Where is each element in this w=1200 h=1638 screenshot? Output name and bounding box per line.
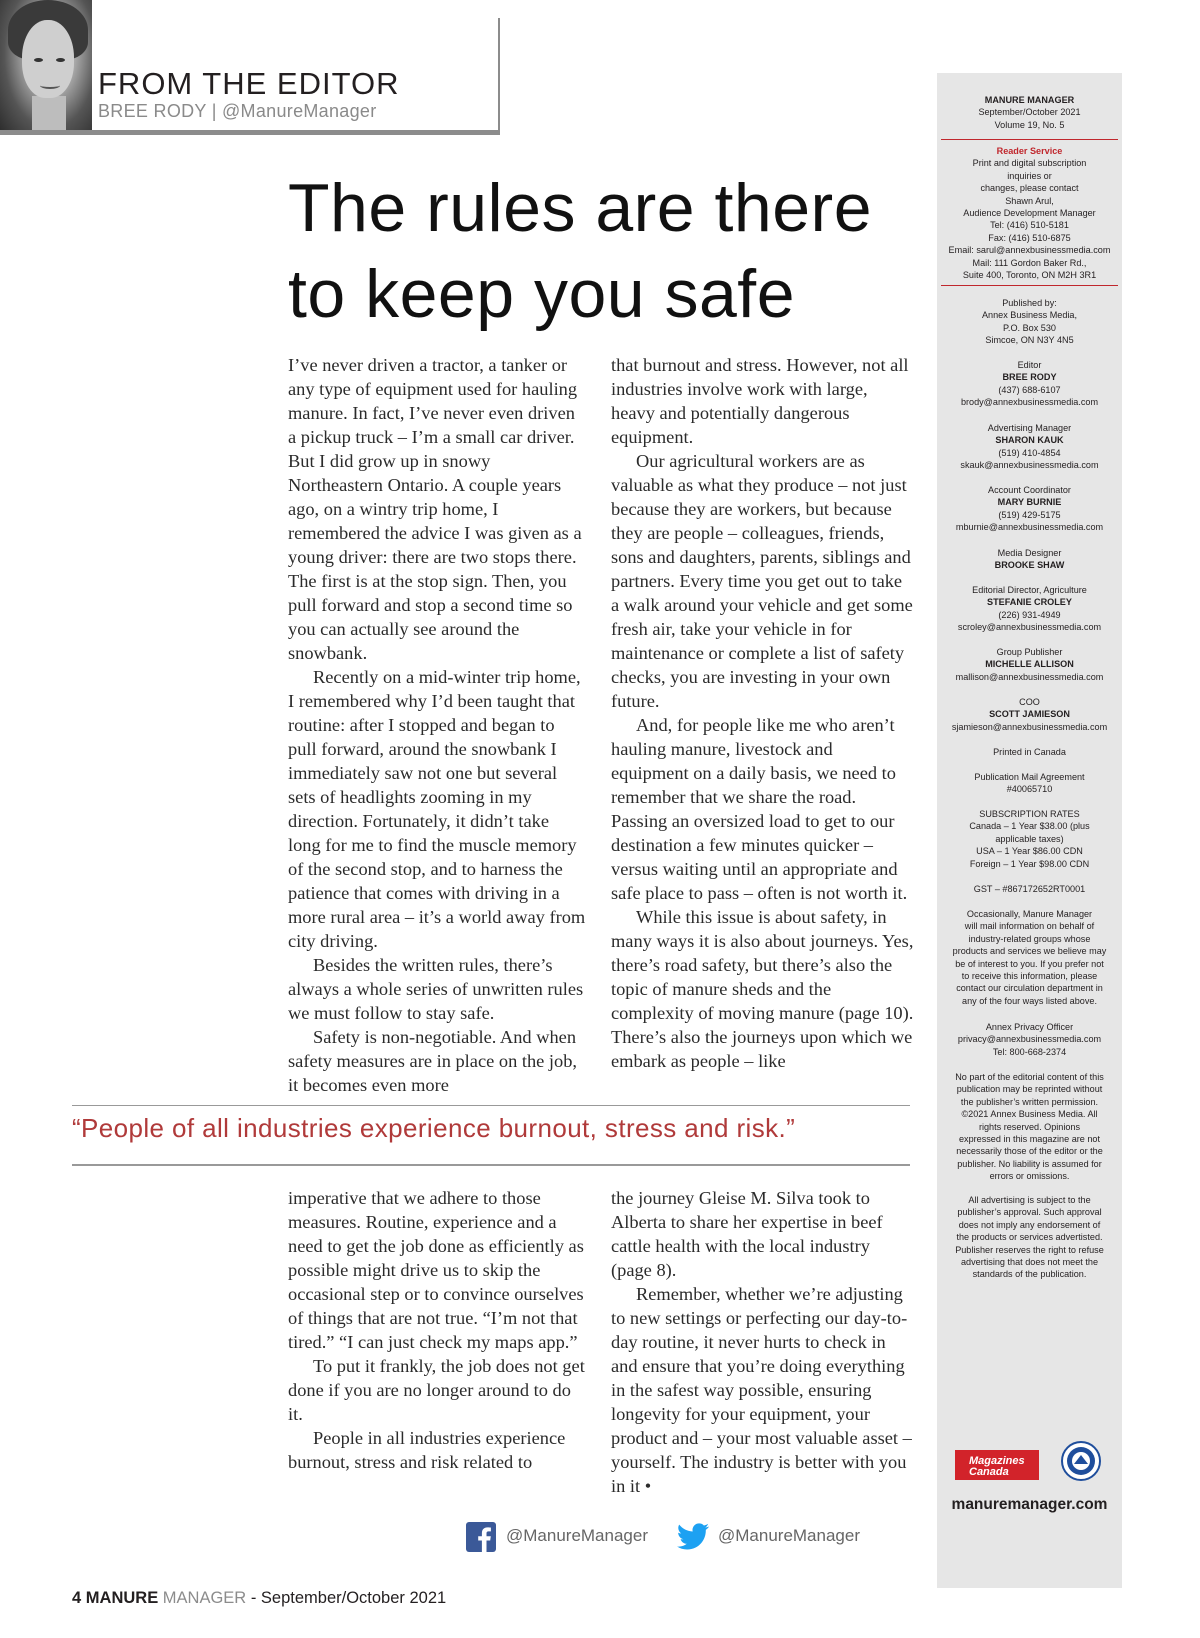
- paragraph: And, for people like me who aren’t hauling manure, livestock and equipment on a daily basis, we need to remember that we share the road. Passing an oversized load to get to our destination a few minutes quicker – versus waiting until an appropriate and safe place to pass – often is not worth it.: [611, 715, 908, 903]
- magazines-canada-logo: [955, 1450, 1039, 1480]
- paragraph: imperative that we adhere to those measures. Routine, experience and a need to get the job done as efficiently as possible might drive us to skip the occasional step or to convince ourselves of things that are not true. “I’m not that tired.” “I can just check my maps app.”: [288, 1188, 584, 1352]
- headline: [288, 165, 898, 337]
- pull-quote: “People of all industries experience burnout, stress and risk.”: [72, 1113, 796, 1143]
- contact-phone: (519) 410-4854: [998, 447, 1061, 458]
- privacy-notice: [937, 908, 1122, 1007]
- text-line: Published by:: [1002, 298, 1057, 308]
- paragraph: To put it frankly, the job does not get done if you are no longer around to do it.: [288, 1356, 585, 1424]
- pull-quote-rule-top: [72, 1105, 910, 1106]
- subscription-rates: [937, 808, 1122, 870]
- page-footer: [72, 1589, 446, 1608]
- facebook-handle[interactable]: @ManureManager: [506, 1526, 648, 1545]
- text-line: applicable taxes): [995, 833, 1064, 844]
- audit-seal-icon: [1061, 1441, 1101, 1481]
- contact-group-publisher: [937, 646, 1122, 683]
- text-line: industry-related groups whose: [968, 933, 1091, 944]
- red-rule: [941, 285, 1118, 286]
- privacy-officer: [937, 1021, 1122, 1058]
- paragraph: Besides the written rules, there’s always a whole series of unwritten rules we must follow to stay safe.: [288, 955, 584, 1023]
- twitter-handle[interactable]: @ManureManager: [718, 1526, 860, 1545]
- header-divider-vertical: [498, 18, 500, 134]
- facebook-icon[interactable]: [466, 1522, 496, 1552]
- text-line: Tel: (416) 510-5181: [990, 220, 1069, 231]
- masthead-issue-info: [937, 94, 1122, 131]
- paragraph: Our agricultural workers are as valuable as what they produce – not just because they are workers, but because they are people – colleagues, friends, sons and daughters, parents, siblings and partners. Every time you get out to take a walk around your vehicle and get some fresh air, take your vehicle in for maintenance or complete a list of safety checks, you are investing in your own future.: [611, 451, 913, 711]
- email-link[interactable]: Email: sarul@annexbusinessmedia.com: [948, 245, 1111, 256]
- paragraph: the journey Gleise M. Silva took to Alberta to share her expertise in beef cattle health with the local industry (page 8).: [611, 1188, 883, 1280]
- contact-name: MICHELLE ALLISON: [985, 659, 1074, 670]
- contact-coo: [937, 696, 1122, 733]
- publisher-info: [937, 297, 1122, 347]
- logo-text-2: Canada: [969, 1466, 1009, 1478]
- gst-number: GST – #867172652RT0001: [973, 884, 1086, 894]
- contact-role: Account Coordinator: [988, 485, 1071, 495]
- text-line: expressed in this magazine are not: [958, 1134, 1101, 1145]
- text-line: Annex Privacy Officer: [985, 1022, 1074, 1032]
- copyright-notice: [937, 1071, 1122, 1183]
- contact-phone: (226) 931-4949: [998, 609, 1061, 620]
- volume: Volume 19, No. 5: [994, 119, 1065, 130]
- header-divider-horizontal: [0, 130, 500, 135]
- text-line: USA – 1 Year $86.00 CDN: [976, 846, 1083, 857]
- text-line: be of interest to you. If you prefer not: [955, 958, 1104, 969]
- contact-email[interactable]: brody@annexbusinessmedia.com: [960, 397, 1099, 408]
- text-line: to receive this information, please: [961, 971, 1098, 982]
- contact-account-coordinator: [937, 484, 1122, 534]
- text-line: standards of the publication.: [972, 1269, 1087, 1280]
- contact-role: COO: [1019, 697, 1040, 707]
- text-line: P.O. Box 530: [1003, 322, 1056, 333]
- contact-name: SCOTT JAMIESON: [989, 709, 1070, 720]
- text-line: No part of the editorial content of this: [955, 1072, 1104, 1082]
- section-title: FROM THE EDITOR: [98, 66, 400, 101]
- contact-phone: (519) 429-5175: [998, 509, 1061, 520]
- text-line: contact our circulation department in: [956, 983, 1103, 994]
- article-column-4: [611, 1186, 914, 1498]
- byline: BREE RODY | @ManureManager: [98, 101, 377, 121]
- text-line: Tel: 800-668-2374: [992, 1046, 1067, 1057]
- contact-name: MARY BURNIE: [997, 497, 1062, 508]
- contact-email[interactable]: mburnie@annexbusinessmedia.com: [955, 522, 1104, 533]
- paragraph: While this issue is about safety, in many ways it is also about journeys. Yes, there’s road safety, but there’s also the topic of manure sheds and the complexity of moving manure (page 10). There’s also the journeys upon which we embark as people – like: [611, 907, 914, 1071]
- contact-role: Media Designer: [997, 548, 1062, 558]
- paragraph: I’ve never driven a tractor, a tanker or any type of equipment used for hauling manure. In fact, I’ve never even driven a pickup truck – I’m a small car driver. But I did grow up in snowy Northeastern Ontario. A couple years ago, on a wintry trip home, I remembered the advice I was given as a young driver: there are two stops there. The first is at the stop sign. Then, you pull forward and stop a second time so you can actually see around the snowbank.: [288, 355, 582, 663]
- text-line: Foreign – 1 Year $98.00 CDN: [969, 858, 1090, 869]
- text-line: any of the four ways listed above.: [962, 995, 1097, 1006]
- article-column-2: [611, 353, 914, 1073]
- text-line: SUBSCRIPTION RATES: [979, 809, 1080, 819]
- article-column-1: [288, 353, 586, 1097]
- paragraph: People in all industries experience burnout, stress and risk related to: [288, 1428, 566, 1472]
- text-line: ©2021 Annex Business Media. All: [961, 1109, 1098, 1120]
- mail-agreement: [937, 771, 1122, 796]
- text-line: errors or omissions.: [989, 1171, 1070, 1182]
- contact-name: STEFANIE CROLEY: [987, 597, 1072, 608]
- text-line: Shawn Arul,: [1005, 195, 1054, 206]
- text-line: products and services we believe may: [952, 946, 1107, 957]
- red-rule: [941, 139, 1118, 140]
- magazine-name-light: MANAGER: [162, 1589, 247, 1607]
- text-line: #40065710: [1006, 784, 1053, 795]
- text-line: Simcoe, ON N3Y 4N5: [985, 335, 1074, 346]
- pull-quote-rule-bottom: [72, 1164, 910, 1166]
- article-column-3: [288, 1186, 586, 1474]
- logo-text-1: Magazines: [969, 1455, 1025, 1467]
- text-line: Publication Mail Agreement: [974, 772, 1085, 782]
- contact-email[interactable]: mallison@annexbusinessmedia.com: [955, 671, 1104, 682]
- magazine-name: MANURE MANAGER: [984, 95, 1075, 105]
- contact-media-designer: [937, 547, 1122, 572]
- text-line: Occasionally, Manure Manager: [966, 909, 1093, 919]
- text-line: changes, please contact: [980, 183, 1079, 194]
- contact-editor: [937, 359, 1122, 409]
- text-line: All advertising is subject to the: [968, 1195, 1091, 1205]
- issue-date: - September/October 2021: [246, 1589, 447, 1607]
- paragraph: Recently on a mid-winter trip home, I remembered why I’d been taught that routine: after I stopped and began to pull forward, around the snowbank I immediately saw not one but several sets of headlights zooming in my direction. Fortunately, it didn’t take long for me to find the muscle memory of the second stop, and to harness the patience that comes with driving in a more rural area – it’s a world away from city driving.: [288, 667, 586, 951]
- text-line: Audience Development Manager: [963, 208, 1096, 219]
- editor-photo: [0, 0, 92, 135]
- text-line: Annex Business Media,: [981, 310, 1078, 321]
- text-line: Canada – 1 Year $38.00 (plus: [969, 821, 1090, 832]
- headline-line-1: The rules are there: [288, 170, 873, 246]
- advertising-notice: [937, 1194, 1122, 1281]
- text-line: publisher’s approval. Such approval: [957, 1207, 1102, 1218]
- contact-role: Group Publisher: [996, 647, 1063, 657]
- headline-line-2: to keep you safe: [288, 256, 796, 332]
- text-line: the products or services advertisted.: [956, 1232, 1103, 1243]
- text-line: publisher. No liability is assumed for: [957, 1158, 1102, 1169]
- text-line: does not imply any endorsement of: [958, 1219, 1101, 1230]
- text-line: Publisher reserves the right to refuse: [955, 1244, 1104, 1255]
- contact-name: BREE RODY: [1002, 372, 1057, 383]
- contact-advertising-manager: [937, 422, 1122, 472]
- paragraph: Safety is non-negotiable. And when safety measures are in place on the job, it becomes even more: [288, 1027, 578, 1095]
- contact-email[interactable]: scroley@annexbusinessmedia.com: [957, 622, 1102, 633]
- text-line: necessarily those of the editor or the: [956, 1146, 1103, 1157]
- contact-phone: (437) 688-6107: [998, 384, 1061, 395]
- magazine-name-bold: MANURE: [85, 1589, 159, 1607]
- contact-role: Editorial Director, Agriculture: [972, 585, 1087, 595]
- text-line: advertising that does not meet the: [961, 1257, 1098, 1268]
- text-line: the publisher’s written permission.: [960, 1096, 1099, 1107]
- reader-service-title: Reader Service: [996, 146, 1063, 156]
- printed-in: Printed in Canada: [993, 747, 1066, 757]
- reader-service: [937, 145, 1122, 281]
- text-line: Print and digital subscription: [972, 158, 1087, 169]
- text-line: publication may be reprinted without: [956, 1084, 1103, 1095]
- privacy-email[interactable]: privacy@annexbusinessmedia.com: [957, 1034, 1102, 1045]
- paragraph: Remember, whether we’re adjusting to new settings or perfecting our day-to-day routine, it never hurts to check in and ensure that you’re doing everything in the safest way possible, ensuring longevity for your equipment, your product and – your most valuable asset – yourself. The industry is better with you in it •: [611, 1284, 912, 1496]
- contact-editorial-director: [937, 584, 1122, 634]
- issue-date: September/October 2021: [978, 107, 1081, 118]
- contact-email[interactable]: skauk@annexbusinessmedia.com: [960, 460, 1099, 471]
- page-number: 4: [72, 1589, 82, 1607]
- text-line: Mail: 111 Gordon Baker Rd.,: [972, 257, 1087, 268]
- contact-role: Editor: [1017, 360, 1042, 370]
- website-link[interactable]: manuremanager.com: [951, 1496, 1108, 1513]
- text-line: Suite 400, Toronto, ON M2H 3R1: [962, 270, 1097, 281]
- contact-role: Advertising Manager: [987, 423, 1072, 433]
- contact-email[interactable]: sjamieson@annexbusinessmedia.com: [951, 721, 1108, 732]
- contact-name: BROOKE SHAW: [994, 560, 1065, 571]
- text-line: rights reserved. Opinions: [978, 1121, 1081, 1132]
- twitter-icon[interactable]: [676, 1522, 710, 1552]
- text-line: inquiries or: [1007, 170, 1052, 181]
- contact-name: SHARON KAUK: [995, 435, 1064, 446]
- text-line: Fax: (416) 510-6875: [988, 232, 1071, 243]
- text-line: will mail information on behalf of: [964, 921, 1095, 932]
- paragraph: that burnout and stress. However, not all industries involve work with large, heavy and potentially dangerous equipment.: [611, 355, 909, 447]
